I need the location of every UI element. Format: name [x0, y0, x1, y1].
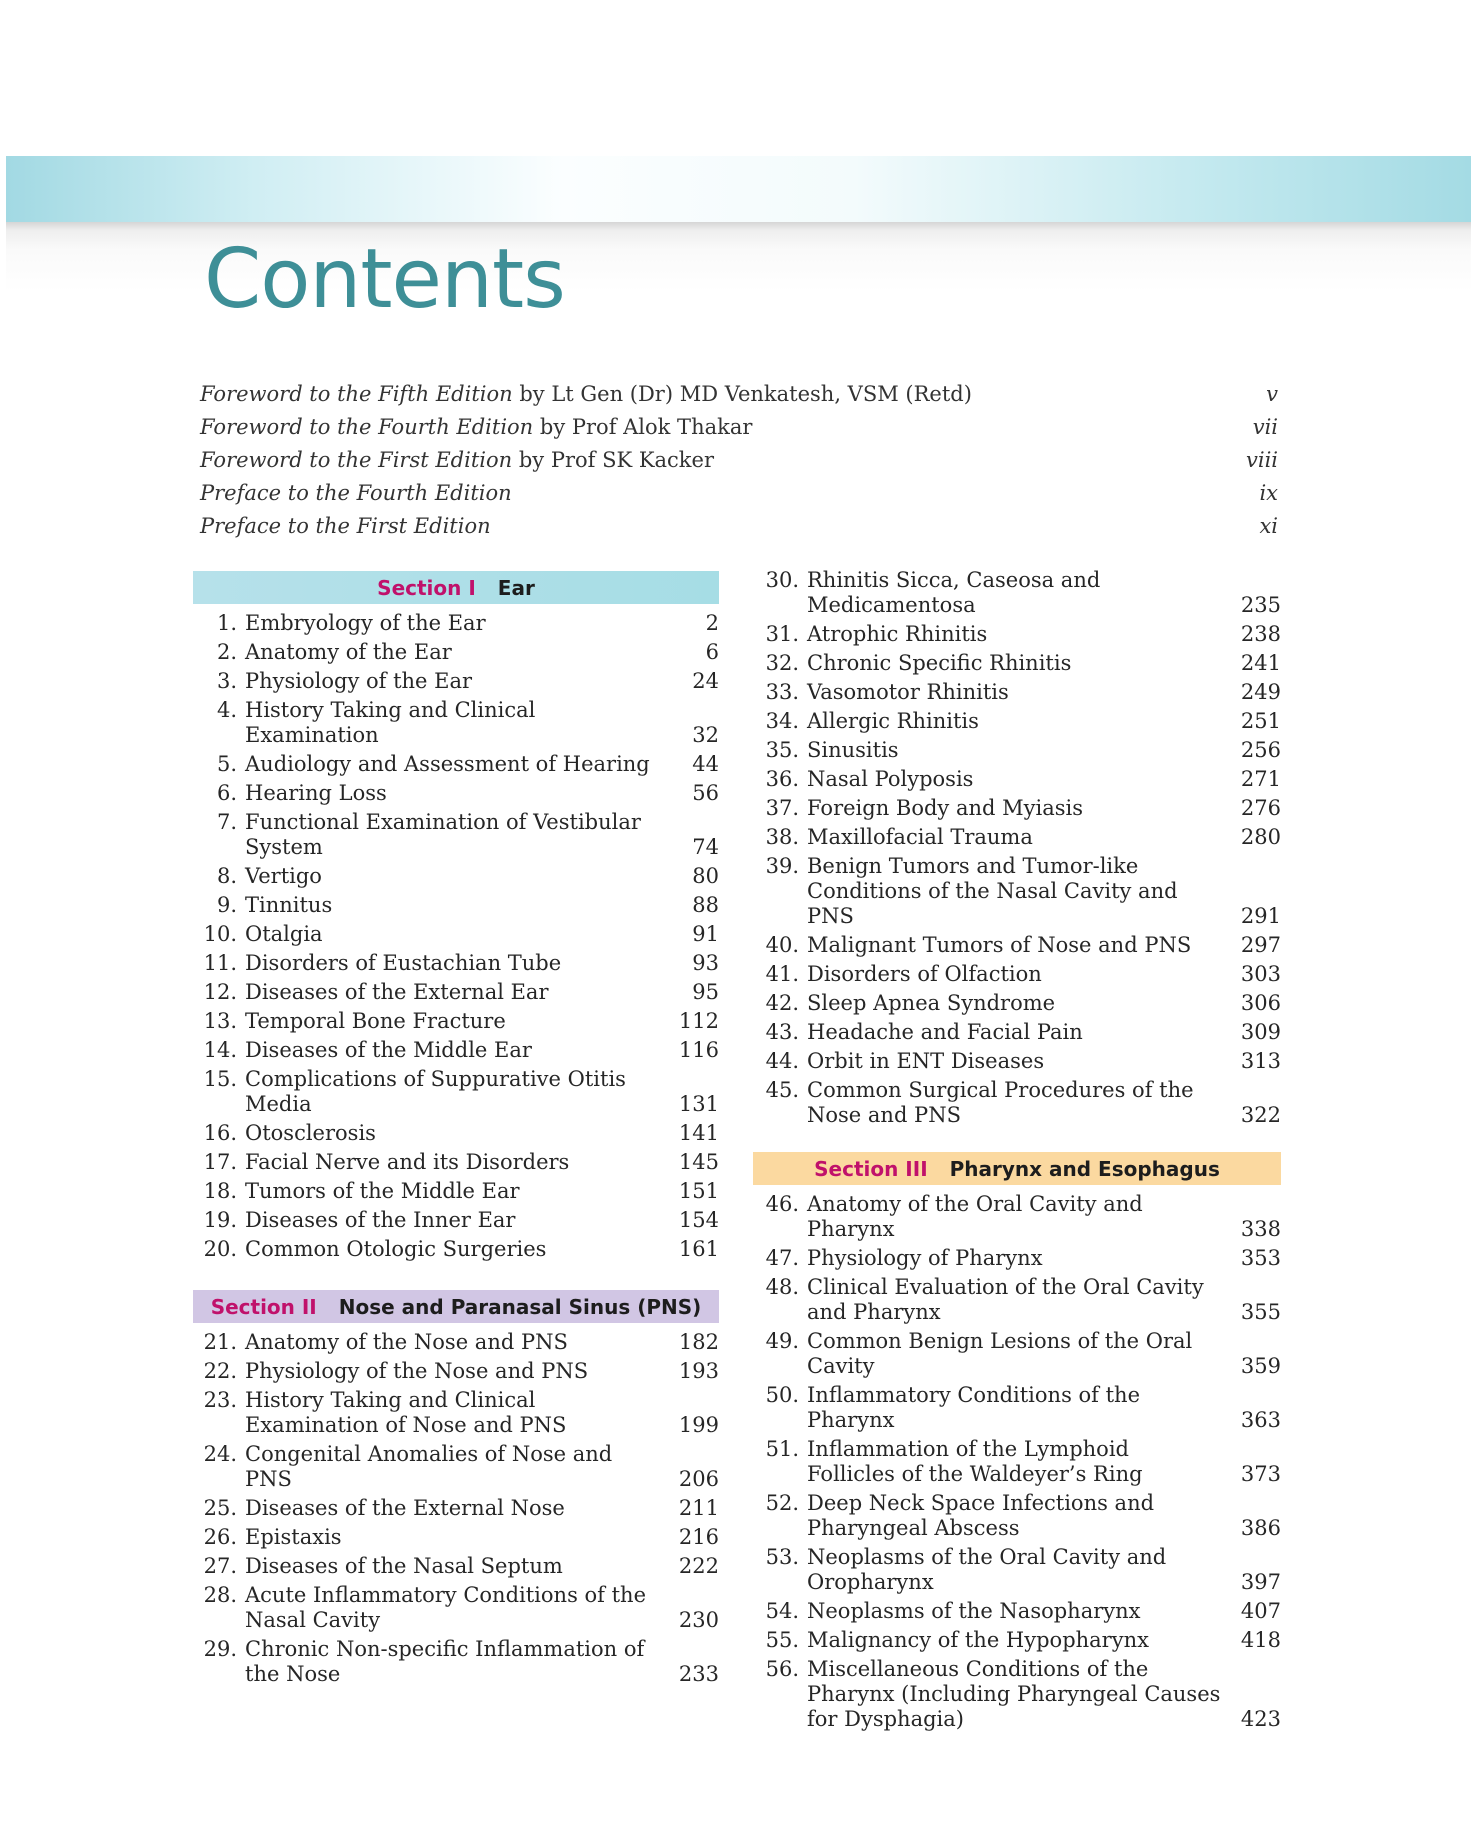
prelim-row[interactable] — [200, 378, 1278, 411]
chapter-entry[interactable] — [755, 1327, 1281, 1381]
chapter-entry[interactable] — [755, 707, 1281, 736]
chapter-number: 5. — [216, 752, 237, 776]
chapter-title: Common Otologic Surgeries — [245, 1237, 547, 1261]
chapter-entry[interactable] — [193, 1552, 719, 1581]
chapter-page: 151 — [678, 1179, 719, 1203]
chapter-entry[interactable] — [193, 978, 719, 1007]
chapter-entry[interactable] — [193, 750, 719, 779]
chapter-entry[interactable] — [755, 852, 1281, 931]
chapter-page: 276 — [1240, 796, 1281, 820]
chapter-number: 42. — [765, 991, 799, 1015]
chapter-page: 199 — [678, 1413, 719, 1437]
chapter-title: Sinusitis — [807, 738, 899, 762]
chapter-entry[interactable] — [193, 891, 719, 920]
prelim-page: viii — [1245, 448, 1278, 472]
chapter-entry[interactable] — [193, 1440, 719, 1494]
chapter-number: 25. — [203, 1496, 237, 1520]
chapter-entry[interactable] — [755, 794, 1281, 823]
chapter-title: Physiology of the Nose and PNS — [245, 1359, 589, 1383]
chapter-number: 7. — [216, 810, 237, 834]
prelim-title: Preface to the First Edition — [200, 514, 491, 538]
chapter-number: 2. — [216, 640, 237, 664]
section-name: Nose and Paranasal Sinus (PNS) — [338, 1294, 702, 1319]
chapter-page: 80 — [692, 864, 719, 888]
prelim-row[interactable] — [200, 477, 1278, 510]
chapter-entry[interactable] — [755, 960, 1281, 989]
chapter-title: Chronic Specific Rhinitis — [807, 651, 1072, 675]
chapter-title: Congenital Anomalies of Nose and PNS — [245, 1442, 613, 1491]
chapter-list-pharynx — [755, 1190, 1281, 1734]
chapter-entry[interactable] — [193, 1007, 719, 1036]
chapter-title: Functional Examination of Vestibular System — [245, 810, 641, 859]
chapter-entry[interactable] — [755, 931, 1281, 960]
prelim-title: Foreword to the Fourth Edition by Prof Alok Thakar — [200, 415, 753, 439]
chapter-number: 20. — [203, 1237, 237, 1261]
chapter-entry[interactable] — [755, 1244, 1281, 1273]
chapter-title: Disorders of Eustachian Tube — [245, 951, 562, 975]
chapter-entry[interactable] — [193, 1036, 719, 1065]
prelim-page: vii — [1252, 415, 1278, 439]
chapter-title: Benign Tumors and Tumor-like Conditions of the Nasal Cavity and PNS — [807, 854, 1178, 928]
contents-left-column — [193, 571, 719, 1689]
chapter-page: 280 — [1240, 825, 1281, 849]
header-banner — [6, 156, 1471, 222]
chapter-number: 22. — [203, 1359, 237, 1383]
chapter-page: 291 — [1240, 904, 1281, 928]
chapter-title: Chronic Non-specific Inflammation of the Nose — [245, 1637, 645, 1686]
chapter-title: Complications of Suppurative Otitis Media — [245, 1067, 626, 1116]
chapter-title: Atrophic Rhinitis — [807, 622, 988, 646]
chapter-number: 53. — [765, 1545, 799, 1569]
chapter-title: Orbit in ENT Diseases — [807, 1049, 1045, 1073]
chapter-entry[interactable] — [755, 1626, 1281, 1655]
chapter-entry[interactable] — [755, 1381, 1281, 1435]
chapter-title: Malignant Tumors of Nose and PNS — [807, 933, 1192, 957]
chapter-page: 131 — [678, 1092, 719, 1116]
chapter-number: 26. — [203, 1525, 237, 1549]
chapter-title: Anatomy of the Ear — [245, 640, 452, 664]
prelim-page: xi — [1259, 514, 1278, 538]
chapter-page: 88 — [692, 893, 719, 917]
chapter-page: 93 — [692, 951, 719, 975]
chapter-page: 353 — [1240, 1246, 1281, 1270]
chapter-title: Maxillofacial Trauma — [807, 825, 1033, 849]
chapter-page: 338 — [1240, 1217, 1281, 1241]
chapter-page: 182 — [678, 1330, 719, 1354]
chapter-entry[interactable] — [193, 862, 719, 891]
contents-right-column — [755, 566, 1281, 1734]
chapter-title: Physiology of the Ear — [245, 669, 473, 693]
chapter-number: 39. — [765, 854, 799, 878]
chapter-number: 28. — [203, 1583, 237, 1607]
chapter-page: 355 — [1240, 1300, 1281, 1324]
chapter-title: Disorders of Olfaction — [807, 962, 1042, 986]
chapter-entry[interactable] — [193, 1235, 719, 1264]
chapter-entry[interactable] — [193, 638, 719, 667]
section-label: Section I — [377, 575, 476, 600]
chapter-title: Tinnitus — [245, 893, 333, 917]
chapter-page: 193 — [678, 1359, 719, 1383]
chapter-title: Foreign Body and Myiasis — [807, 796, 1083, 820]
chapter-entry[interactable] — [193, 1065, 719, 1119]
chapter-title: Deep Neck Space Infections and Pharyngeal Abscess — [807, 1491, 1155, 1540]
chapter-title: Otosclerosis — [245, 1121, 376, 1145]
chapter-list-nose — [193, 1328, 719, 1689]
chapter-entry[interactable] — [755, 678, 1281, 707]
chapter-entry[interactable] — [193, 920, 719, 949]
chapter-number: 17. — [203, 1150, 237, 1174]
chapter-page: 32 — [692, 723, 719, 747]
chapter-number: 55. — [765, 1628, 799, 1652]
chapter-number: 24. — [203, 1442, 237, 1466]
chapter-list-nose-continued — [755, 566, 1281, 1130]
chapter-number: 51. — [765, 1437, 799, 1461]
chapter-entry[interactable] — [755, 823, 1281, 852]
section-header-pharynx — [753, 1152, 1281, 1185]
chapter-entry[interactable] — [755, 989, 1281, 1018]
chapter-number: 41. — [765, 962, 799, 986]
chapter-entry[interactable] — [755, 1076, 1281, 1130]
chapter-title: History Taking and Clinical Examination of Nose and PNS — [245, 1388, 567, 1437]
chapter-page: 116 — [678, 1038, 719, 1062]
chapter-entry[interactable] — [755, 1018, 1281, 1047]
chapter-number: 3. — [216, 669, 237, 693]
chapter-entry[interactable] — [193, 1328, 719, 1357]
section-label: Section III — [814, 1156, 928, 1181]
chapter-title: Embryology of the Ear — [245, 611, 486, 635]
chapter-entry[interactable] — [193, 1119, 719, 1148]
chapter-title: Diseases of the Nasal Septum — [245, 1554, 563, 1578]
chapter-title: Neoplasms of the Nasopharynx — [807, 1599, 1141, 1623]
chapter-entry[interactable] — [193, 1635, 719, 1689]
chapter-entry[interactable] — [755, 649, 1281, 678]
chapter-title: Tumors of the Middle Ear — [245, 1179, 520, 1203]
chapter-page: 211 — [678, 1496, 719, 1520]
prelim-row[interactable] — [200, 411, 1278, 444]
section-name: Ear — [497, 575, 535, 600]
section-header-ear — [193, 571, 719, 604]
chapter-number: 18. — [203, 1179, 237, 1203]
chapter-page: 112 — [678, 1009, 719, 1033]
chapter-title: Diseases of the External Nose — [245, 1496, 565, 1520]
chapter-page: 249 — [1240, 680, 1281, 704]
chapter-entry[interactable] — [193, 949, 719, 978]
chapter-page: 95 — [692, 980, 719, 1004]
chapter-title: Physiology of Pharynx — [807, 1246, 1043, 1270]
chapter-page: 306 — [1240, 991, 1281, 1015]
chapter-page: 74 — [692, 835, 719, 859]
chapter-page: 309 — [1240, 1020, 1281, 1044]
chapter-page: 407 — [1240, 1599, 1281, 1623]
section-label: Section II — [210, 1294, 317, 1319]
chapter-number: 43. — [765, 1020, 799, 1044]
chapter-title: Rhinitis Sicca, Caseosa and Medicamentosa — [807, 568, 1101, 617]
chapter-number: 29. — [203, 1637, 237, 1661]
chapter-page: 56 — [692, 781, 719, 805]
chapter-title: Common Surgical Procedures of the Nose and PNS — [807, 1078, 1194, 1127]
chapter-number: 34. — [765, 709, 799, 733]
chapter-page: 216 — [678, 1525, 719, 1549]
chapter-page: 303 — [1240, 962, 1281, 986]
chapter-title: History Taking and Clinical Examination — [245, 698, 536, 747]
chapter-page: 2 — [705, 611, 719, 635]
prelim-page: v — [1266, 382, 1278, 406]
chapter-entry[interactable] — [193, 1523, 719, 1552]
chapter-number: 47. — [765, 1246, 799, 1270]
chapter-number: 8. — [216, 864, 237, 888]
chapter-number: 46. — [765, 1192, 799, 1216]
chapter-page: 238 — [1240, 622, 1281, 646]
chapter-entry[interactable] — [193, 667, 719, 696]
chapter-entry[interactable] — [193, 808, 719, 862]
chapter-entry[interactable] — [755, 1655, 1281, 1734]
chapter-number: 38. — [765, 825, 799, 849]
chapter-number: 30. — [765, 568, 799, 592]
chapter-page: 373 — [1240, 1462, 1281, 1486]
chapter-title: Otalgia — [245, 922, 323, 946]
chapter-page: 161 — [678, 1237, 719, 1261]
chapter-page: 313 — [1240, 1049, 1281, 1073]
chapter-number: 40. — [765, 933, 799, 957]
chapter-page: 233 — [678, 1662, 719, 1686]
chapter-number: 50. — [765, 1383, 799, 1407]
chapter-title: Clinical Evaluation of the Oral Cavity and Pharynx — [807, 1275, 1204, 1324]
chapter-entry[interactable] — [193, 779, 719, 808]
chapter-title: Anatomy of the Oral Cavity and Pharynx — [807, 1192, 1143, 1241]
chapter-title: Anatomy of the Nose and PNS — [245, 1330, 568, 1354]
chapter-page: 222 — [678, 1554, 719, 1578]
chapter-title: Neoplasms of the Oral Cavity and Oropharynx — [807, 1545, 1167, 1594]
chapter-entry[interactable] — [193, 1357, 719, 1386]
chapter-number: 45. — [765, 1078, 799, 1102]
prelim-title: Preface to the Fourth Edition — [200, 481, 512, 505]
chapter-page: 6 — [705, 640, 719, 664]
prelim-row[interactable] — [200, 444, 1278, 477]
chapter-title: Vasomotor Rhinitis — [807, 680, 1009, 704]
chapter-title: Hearing Loss — [245, 781, 387, 805]
chapter-page: 397 — [1240, 1570, 1281, 1594]
chapter-entry[interactable] — [755, 765, 1281, 794]
prelims-list — [200, 378, 1278, 543]
chapter-entry[interactable] — [755, 1047, 1281, 1076]
chapter-page: 256 — [1240, 738, 1281, 762]
chapter-title: Epistaxis — [245, 1525, 342, 1549]
chapter-title: Acute Inflammatory Conditions of the Nasal Cavity — [245, 1583, 646, 1632]
chapter-page: 418 — [1240, 1628, 1281, 1652]
chapter-number: 48. — [765, 1275, 799, 1299]
chapter-number: 23. — [203, 1388, 237, 1412]
chapter-page: 44 — [692, 752, 719, 776]
chapter-page: 235 — [1240, 593, 1281, 617]
chapter-number: 1. — [216, 611, 237, 635]
chapter-number: 6. — [216, 781, 237, 805]
chapter-title: Headache and Facial Pain — [807, 1020, 1083, 1044]
section-name: Pharynx and Esophagus — [949, 1156, 1220, 1181]
chapter-page: 251 — [1240, 709, 1281, 733]
chapter-title: Sleep Apnea Syndrome — [807, 991, 1056, 1015]
chapter-number: 14. — [203, 1038, 237, 1062]
chapter-number: 27. — [203, 1554, 237, 1578]
chapter-number: 19. — [203, 1208, 237, 1232]
chapter-title: Miscellaneous Conditions of the Pharynx (Including Pharyngeal Causes for Dysphagia) — [807, 1657, 1221, 1731]
prelim-page: ix — [1259, 481, 1278, 505]
chapter-entry[interactable] — [755, 1597, 1281, 1626]
chapter-entry[interactable] — [755, 620, 1281, 649]
chapter-number: 44. — [765, 1049, 799, 1073]
chapter-entry[interactable] — [755, 1273, 1281, 1327]
chapter-number: 13. — [203, 1009, 237, 1033]
chapter-number: 16. — [203, 1121, 237, 1145]
page-title: Contents — [204, 232, 565, 327]
chapter-title: Diseases of the External Ear — [245, 980, 549, 1004]
chapter-number: 52. — [765, 1491, 799, 1515]
prelim-title: Foreword to the First Edition by Prof SK Kacker — [200, 448, 714, 472]
chapter-title: Malignancy of the Hypopharynx — [807, 1628, 1149, 1652]
chapter-page: 154 — [678, 1208, 719, 1232]
chapter-number: 12. — [203, 980, 237, 1004]
chapter-entry[interactable] — [755, 736, 1281, 765]
chapter-entry[interactable] — [193, 1177, 719, 1206]
chapter-title: Common Benign Lesions of the Oral Cavity — [807, 1329, 1193, 1378]
chapter-number: 49. — [765, 1329, 799, 1353]
chapter-entry[interactable] — [193, 1581, 719, 1635]
chapter-page: 297 — [1240, 933, 1281, 957]
chapter-title: Allergic Rhinitis — [807, 709, 979, 733]
chapter-number: 11. — [203, 951, 237, 975]
chapter-entry[interactable] — [193, 696, 719, 750]
chapter-entry[interactable] — [193, 1206, 719, 1235]
chapter-entry[interactable] — [755, 1489, 1281, 1543]
chapter-page: 24 — [692, 669, 719, 693]
chapter-entry[interactable] — [193, 1386, 719, 1440]
chapter-page: 423 — [1240, 1707, 1281, 1731]
chapter-number: 32. — [765, 651, 799, 675]
chapter-title: Inflammatory Conditions of the Pharynx — [807, 1383, 1141, 1432]
chapter-page: 363 — [1240, 1408, 1281, 1432]
chapter-entry[interactable] — [755, 1543, 1281, 1597]
chapter-number: 37. — [765, 796, 799, 820]
chapter-page: 141 — [678, 1121, 719, 1145]
prelim-title: Foreword to the Fifth Edition by Lt Gen (Dr) MD Venkatesh, VSM (Retd) — [200, 382, 972, 406]
chapter-number: 56. — [765, 1657, 799, 1681]
prelim-row[interactable] — [200, 510, 1278, 543]
chapter-title: Inflammation of the Lymphoid Follicles of the Waldeyer’s Ring — [807, 1437, 1143, 1486]
chapter-entry[interactable] — [755, 1190, 1281, 1244]
chapter-entry[interactable] — [755, 1435, 1281, 1489]
chapter-number: 4. — [216, 698, 237, 722]
chapter-number: 9. — [216, 893, 237, 917]
section-header-nose — [193, 1290, 719, 1323]
chapter-title: Diseases of the Inner Ear — [245, 1208, 516, 1232]
chapter-number: 10. — [203, 922, 237, 946]
chapter-number: 31. — [765, 622, 799, 646]
chapter-title: Nasal Polyposis — [807, 767, 974, 791]
chapter-title: Vertigo — [245, 864, 322, 888]
chapter-title: Diseases of the Middle Ear — [245, 1038, 532, 1062]
chapter-page: 145 — [678, 1150, 719, 1174]
chapter-page: 230 — [678, 1608, 719, 1632]
chapter-number: 35. — [765, 738, 799, 762]
chapter-number: 33. — [765, 680, 799, 704]
chapter-title: Temporal Bone Fracture — [245, 1009, 506, 1033]
chapter-page: 322 — [1240, 1103, 1281, 1127]
chapter-entry[interactable] — [193, 1148, 719, 1177]
chapter-number: 36. — [765, 767, 799, 791]
chapter-title: Audiology and Assessment of Hearing — [245, 752, 650, 776]
chapter-number: 21. — [203, 1330, 237, 1354]
chapter-page: 241 — [1240, 651, 1281, 675]
chapter-page: 386 — [1240, 1516, 1281, 1540]
chapter-entry[interactable] — [193, 609, 719, 638]
chapter-entry[interactable] — [193, 1494, 719, 1523]
chapter-title: Facial Nerve and its Disorders — [245, 1150, 570, 1174]
chapter-page: 206 — [678, 1467, 719, 1491]
chapter-page: 271 — [1240, 767, 1281, 791]
chapter-number: 15. — [203, 1067, 237, 1091]
chapter-number: 54. — [765, 1599, 799, 1623]
chapter-page: 359 — [1240, 1354, 1281, 1378]
chapter-list-ear — [193, 609, 719, 1264]
chapter-page: 91 — [692, 922, 719, 946]
chapter-entry[interactable] — [755, 566, 1281, 620]
